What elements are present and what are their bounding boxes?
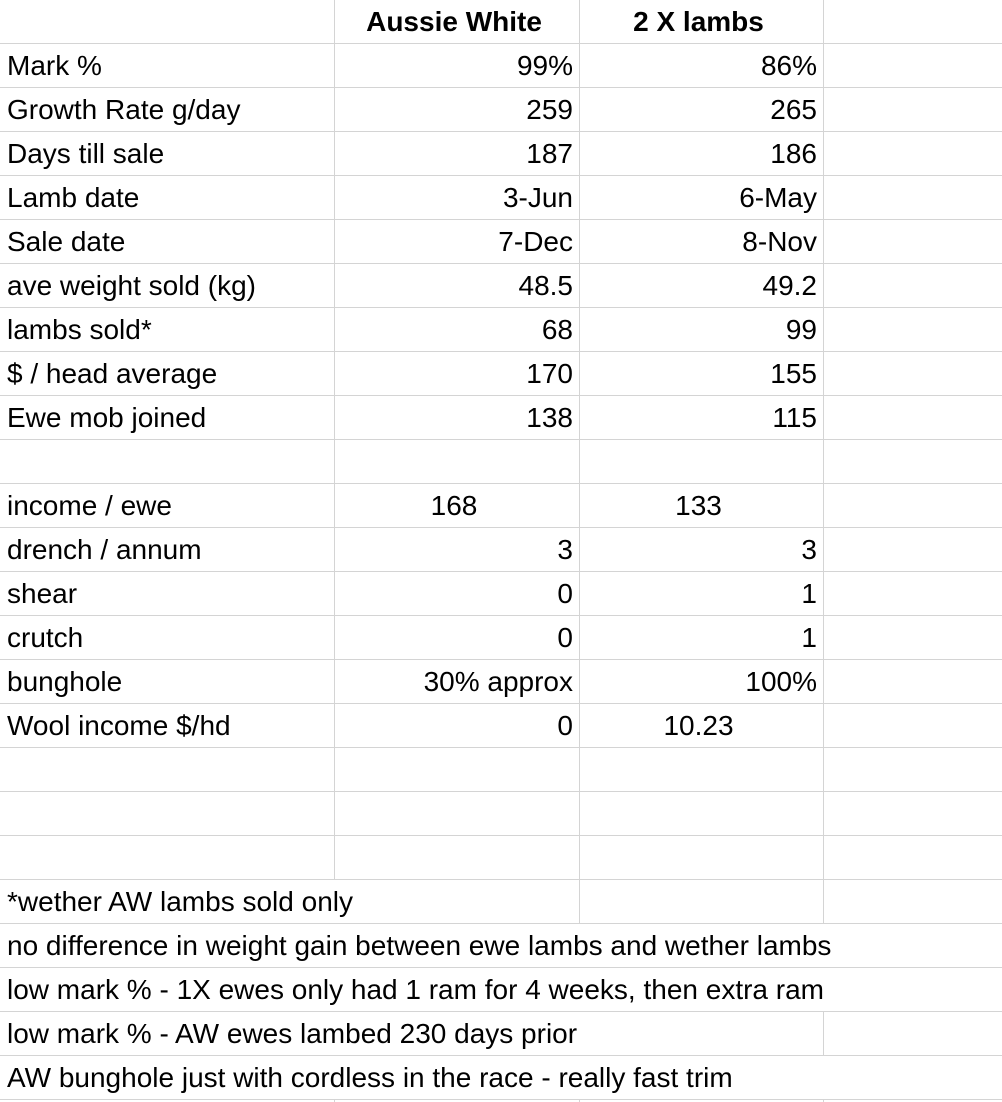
row-label[interactable]: $ / head average xyxy=(7,358,218,389)
aussie-white-value[interactable]: 0 xyxy=(557,622,573,653)
2x-lambs-value[interactable]: 265 xyxy=(770,94,817,125)
aussie-white-value[interactable]: 138 xyxy=(526,402,573,433)
table-row xyxy=(0,176,1002,220)
row-label[interactable]: lambs sold* xyxy=(7,314,152,345)
table-row xyxy=(0,88,1002,132)
note-text[interactable]: *wether AW lambs sold only xyxy=(7,886,353,917)
table-row xyxy=(0,44,1002,88)
2x-lambs-value[interactable]: 10.23 xyxy=(663,710,734,741)
note-row xyxy=(0,924,1002,968)
aussie-white-value[interactable]: 187 xyxy=(526,138,573,169)
aussie-white-value[interactable]: 0 xyxy=(557,578,573,609)
aussie-white-value[interactable]: 0 xyxy=(557,710,573,741)
table-row xyxy=(0,308,1002,352)
row-label[interactable]: Growth Rate g/day xyxy=(7,94,241,125)
row-label[interactable]: Lamb date xyxy=(7,182,140,213)
row-label[interactable]: ave weight sold (kg) xyxy=(7,270,257,301)
2x-lambs-value[interactable]: 8-Nov xyxy=(742,226,817,257)
table-row xyxy=(0,132,1002,176)
empty-row xyxy=(0,792,1002,836)
note-text[interactable]: low mark % - 1X ewes only had 1 ram for 4 weeks, then extra ram xyxy=(7,974,824,1005)
table-row xyxy=(0,704,1002,748)
header-row xyxy=(0,0,1002,44)
aussie-white-value[interactable]: 99% xyxy=(516,50,573,81)
table-row xyxy=(0,528,1002,572)
table-row xyxy=(0,396,1002,440)
note-text[interactable]: low mark % - AW ewes lambed 230 days prior xyxy=(7,1018,578,1049)
aussie-white-value[interactable]: 168 xyxy=(430,490,478,521)
note-text[interactable]: no difference in weight gain between ewe lambs and wether lambs xyxy=(7,930,832,961)
table-row xyxy=(0,660,1002,704)
row-label[interactable]: shear xyxy=(7,578,78,609)
note-text[interactable]: AW bunghole just with cordless in the race - really fast trim xyxy=(7,1062,733,1093)
2x-lambs-value[interactable]: 133 xyxy=(675,490,722,521)
aussie-white-value[interactable]: 7-Dec xyxy=(498,226,573,257)
2x-lambs-value[interactable]: 49.2 xyxy=(762,270,817,301)
aussie-white-value[interactable]: 30% approx xyxy=(423,666,573,697)
2x-lambs-value[interactable]: 100% xyxy=(745,666,817,697)
row-label[interactable]: crutch xyxy=(7,622,84,653)
row-label[interactable]: Sale date xyxy=(7,226,126,257)
row-label[interactable]: income / ewe xyxy=(7,490,172,521)
row-label[interactable]: Mark % xyxy=(7,50,102,81)
2x-lambs-value[interactable]: 1 xyxy=(801,578,817,609)
table-row xyxy=(0,220,1002,264)
2x-lambs-value[interactable]: 186 xyxy=(770,138,817,169)
table-row xyxy=(0,264,1002,308)
2x-lambs-value[interactable]: 155 xyxy=(770,358,817,389)
note-row xyxy=(0,1056,1002,1100)
row-label[interactable]: drench / annum xyxy=(7,534,202,565)
row-label[interactable]: Wool income $/hd xyxy=(7,710,231,741)
row-label[interactable]: bunghole xyxy=(7,666,123,697)
2x-lambs-value[interactable]: 3 xyxy=(801,534,817,565)
note-row xyxy=(0,1012,1002,1056)
empty-row xyxy=(0,440,1002,484)
header-2x-lambs[interactable]: 2 X lambs xyxy=(633,6,764,37)
table-row xyxy=(0,572,1002,616)
aussie-white-value[interactable]: 3 xyxy=(557,534,573,565)
table-row xyxy=(0,352,1002,396)
note-row xyxy=(0,880,1002,924)
2x-lambs-value[interactable]: 1 xyxy=(801,622,817,653)
empty-row xyxy=(0,836,1002,880)
aussie-white-value[interactable]: 48.5 xyxy=(518,270,573,301)
table-row xyxy=(0,484,1002,528)
2x-lambs-value[interactable]: 86% xyxy=(760,50,817,81)
2x-lambs-value[interactable]: 115 xyxy=(772,402,817,433)
note-row xyxy=(0,968,1002,1012)
aussie-white-value[interactable]: 259 xyxy=(526,94,573,125)
row-label[interactable]: Days till sale xyxy=(7,138,165,169)
header-aussie-white[interactable]: Aussie White xyxy=(366,6,542,37)
2x-lambs-value[interactable]: 6-May xyxy=(739,182,817,213)
empty-row xyxy=(0,748,1002,792)
aussie-white-value[interactable]: 170 xyxy=(526,358,573,389)
table-row xyxy=(0,616,1002,660)
2x-lambs-value[interactable]: 99 xyxy=(785,314,817,345)
aussie-white-value[interactable]: 68 xyxy=(541,314,573,345)
row-label[interactable]: Ewe mob joined xyxy=(7,402,207,433)
aussie-white-value[interactable]: 3-Jun xyxy=(502,182,573,213)
